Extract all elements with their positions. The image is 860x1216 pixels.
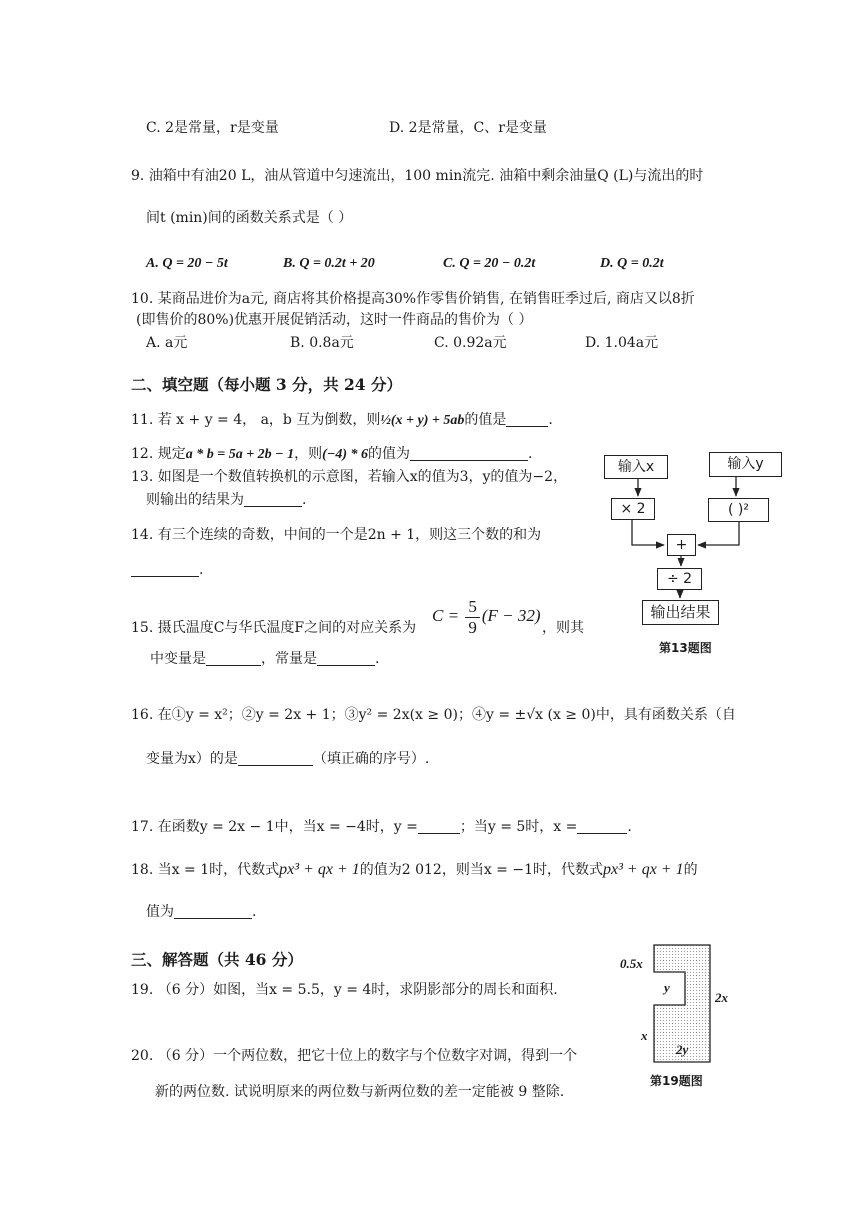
q9-option-d: D. Q = 0.2t bbox=[600, 256, 664, 271]
q15-line2-text: 中变量是 bbox=[150, 651, 206, 667]
fig13-caption: 第13题图 bbox=[659, 641, 712, 655]
q12-post: 的值为 bbox=[367, 446, 410, 462]
q17-mid: ；当y = 5时，x = bbox=[459, 819, 578, 835]
q11-pre: 11. 若 x + y = 4， a，b 互为倒数，则 bbox=[131, 412, 381, 428]
q10-stem-line1: 10. 某商品进价为a元, 商店将其价格提高30%作零售价销售, 在销售旺季过后, 商店又以8折 bbox=[131, 291, 695, 307]
q18-line2-text: 值为 bbox=[146, 904, 174, 920]
q14-line1: 14. 有三个连续的奇数，中间的一个是2n + 1，则这三个数的和为 bbox=[131, 527, 542, 543]
q14-end: . bbox=[199, 562, 204, 578]
fig13-square-box: ( )² bbox=[708, 498, 769, 522]
fig13-plus-box: + bbox=[667, 534, 696, 556]
q9-stem-line2: 间t (min)间的函数关系式是（ ） bbox=[146, 210, 353, 226]
q18-expression: px³ + qx + 1 bbox=[279, 861, 360, 878]
q19-text: 19. （6 分）如图，当x = 5.5，y = 4时，求阴影部分的周长和面积. bbox=[131, 982, 558, 998]
q18-pre: 18. 当x = 1时，代数式 bbox=[131, 862, 280, 878]
q9-option-a: A. Q = 20 − 5t bbox=[146, 256, 228, 271]
q12-end: . bbox=[527, 446, 533, 462]
q12-definition: a * b = 5a + 2b − 1 bbox=[185, 447, 295, 462]
fig19-label-notch: y bbox=[664, 980, 670, 995]
q9-option-b: B. Q = 0.2t + 20 bbox=[283, 256, 375, 271]
q10-option-d: D. 1.04a元 bbox=[585, 335, 659, 351]
q18-mid: 的值为2 012，则当x = −1时，代数式 bbox=[359, 862, 603, 878]
q18-expression-2: px³ + qx + 1 bbox=[603, 861, 684, 878]
fig13-output-box: 输出结果 bbox=[642, 600, 719, 625]
q12-pre: 12. 规定 bbox=[131, 446, 186, 462]
q15-fraction-denominator: 9 bbox=[468, 617, 477, 637]
q8-option-c: C. 2是常量，r是变量 bbox=[146, 120, 279, 136]
fig13-input-x-box: 输入x bbox=[604, 455, 668, 479]
q15-formula-lhs: C = bbox=[432, 606, 460, 625]
q13-end: . bbox=[302, 492, 307, 508]
q16-line2-text: 变量为x）的是 bbox=[146, 751, 238, 767]
q16-line2-post: （填正确的序号）. bbox=[312, 751, 430, 767]
fig13-times-2-box: × 2 bbox=[611, 498, 655, 520]
q11-end: . bbox=[548, 412, 553, 428]
q11-post: 的值是 bbox=[464, 412, 507, 428]
fig13-input-y-box: 输入y bbox=[709, 452, 782, 477]
fig19-label-right: 2x bbox=[715, 990, 728, 1005]
q20-line1: 20. （6 分）一个两位数，把它十位上的数字与个位数字对调，得到一个 bbox=[131, 1048, 578, 1064]
q17-end: . bbox=[627, 819, 632, 835]
fig19-label-top-left: 0.5x bbox=[620, 956, 643, 971]
q9-option-c: C. Q = 20 − 0.2t bbox=[443, 256, 536, 271]
q12-expression: (−4) * 6 bbox=[322, 447, 368, 462]
q10-option-b: B. 0.8a元 bbox=[290, 335, 354, 351]
fig19-caption: 第19题图 bbox=[650, 1074, 703, 1088]
q10-stem-line2: (即售价的80%)优惠开展促销活动，这时一件商品的售价为（ ） bbox=[136, 312, 533, 328]
q18-end: . bbox=[252, 904, 257, 920]
q10-option-c: C. 0.92a元 bbox=[434, 335, 507, 351]
q15-line2-mid: ，常量是 bbox=[261, 651, 317, 667]
q18-post: 的 bbox=[683, 862, 698, 878]
q11-expression: ½(x + y) + 5ab bbox=[380, 413, 465, 428]
section-2-heading: 二、填空题（每小题 3 分，共 24 分） bbox=[131, 375, 402, 394]
q12-mid: ，则 bbox=[294, 446, 323, 462]
q9-stem-line1: 9. 油箱中有油20 L，油从管道中匀速流出，100 min流完. 油箱中剩余油量Q (L)与流出的时 bbox=[131, 168, 704, 184]
q15-formula-rhs: (F − 32) bbox=[481, 606, 541, 625]
q17-pre: 17. 在函数y = 2x − 1中，当x = −4时，y = bbox=[131, 819, 418, 835]
fig13-divide-2-box: ÷ 2 bbox=[657, 568, 702, 590]
q8-option-d: D. 2是常量，C、r是变量 bbox=[389, 120, 547, 136]
q15-pre: 15. 摄氏温度C与华氏温度F之间的对应关系为 bbox=[131, 620, 417, 636]
q10-option-a: A. a元 bbox=[146, 335, 188, 351]
q20-line2: 新的两位数. 试说明原来的两位数与新两位数的差一定能被 9 整除. bbox=[155, 1084, 565, 1100]
q13-line1: 13. 如图是一个数值转换机的示意图，若输入x的值为3，y的值为−2， bbox=[131, 469, 568, 485]
q15-fraction-numerator: 5 bbox=[465, 597, 480, 618]
q15-post: ，则其 bbox=[542, 620, 584, 636]
section-3-heading: 三、解答题（共 46 分） bbox=[131, 950, 303, 969]
fig19-label-left-lower: x bbox=[641, 1028, 648, 1043]
fig19-label-bottom: 2y bbox=[676, 1042, 689, 1057]
q13-line2-text: 则输出的结果为 bbox=[146, 492, 244, 508]
q15-end: . bbox=[375, 651, 380, 667]
q16-line1: 16. 在①y = x²；②y = 2x + 1；③y² = 2x(x ≥ 0)；④y = ±√x (x ≥ 0)中，具有函数关系（自 bbox=[131, 707, 736, 723]
